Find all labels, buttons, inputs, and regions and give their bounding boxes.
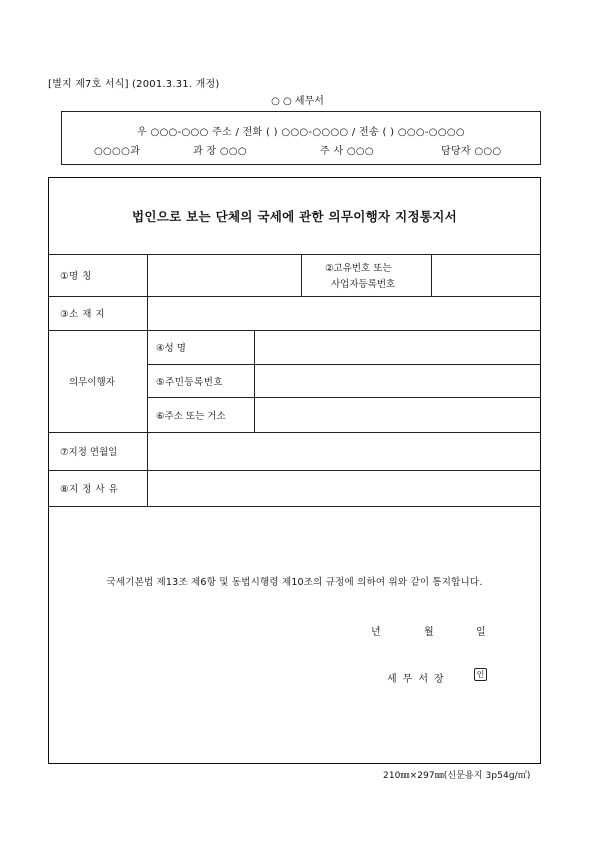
obligor-name-label: ④성 명 bbox=[156, 343, 186, 354]
department-name: ○○○○과 bbox=[94, 146, 141, 157]
notice-statement: 국세기본법 제13조 제6항 및 동법시행령 제10조의 규정에 의하여 위와 같이 통지합니다. bbox=[106, 577, 483, 588]
column-divider bbox=[301, 254, 302, 296]
column-divider bbox=[147, 254, 148, 506]
column-divider bbox=[254, 330, 255, 432]
row-divider bbox=[49, 506, 540, 507]
section-chief: 과 장 ○○○ bbox=[193, 146, 247, 157]
form-number-label: [별지 제7호 서식] (2001.3.31. 개정) bbox=[48, 79, 220, 90]
office-address-line: 우 ○○○-○○○ 주소 / 전화 ( ) ○○○-○○○○ / 전송 ( ) ○○○-○○○○ bbox=[137, 127, 465, 138]
resident-number-label: ⑤주민등록번호 bbox=[156, 377, 224, 388]
location-label: ③소 재 지 bbox=[60, 309, 106, 320]
row-divider bbox=[49, 296, 540, 297]
row-divider bbox=[147, 397, 540, 398]
row-divider bbox=[49, 470, 540, 471]
row-divider bbox=[147, 364, 540, 365]
address-label: ⑥주소 또는 거소 bbox=[156, 411, 226, 422]
id-number-label-line1: ②고유번호 또는 bbox=[325, 263, 392, 274]
person-in-charge: 담당자 ○○○ bbox=[441, 146, 502, 157]
paper-spec: 210㎜×297㎜(신문용지 3p54g/㎡) bbox=[383, 771, 531, 781]
row-divider bbox=[49, 432, 540, 433]
date-month: 월 bbox=[424, 627, 434, 638]
name-label: ①명 칭 bbox=[60, 271, 92, 282]
office-contact-box bbox=[61, 111, 541, 165]
date-year: 년 bbox=[371, 627, 381, 638]
designation-date-label: ⑦지정 연월일 bbox=[60, 447, 118, 458]
officer-name: 주 사 ○○○ bbox=[320, 146, 374, 157]
obligor-label: 의무이행자 bbox=[69, 377, 115, 388]
row-divider bbox=[49, 330, 540, 331]
tax-office-title: ○ ○ 세무서 bbox=[271, 96, 324, 107]
document-title: 법인으로 보는 단체의 국세에 관한 의무이행자 지정통지서 bbox=[132, 209, 457, 224]
column-divider bbox=[431, 254, 432, 296]
id-number-label-line2: 사업자등록번호 bbox=[331, 279, 396, 290]
designation-reason-label: ⑧지 정 사 유 bbox=[60, 484, 119, 495]
seal-icon: 인 bbox=[474, 668, 487, 681]
row-divider bbox=[49, 254, 540, 255]
tax-office-head: 세무서장 bbox=[387, 674, 450, 685]
notice-form bbox=[48, 177, 541, 764]
date-day: 일 bbox=[476, 627, 486, 638]
